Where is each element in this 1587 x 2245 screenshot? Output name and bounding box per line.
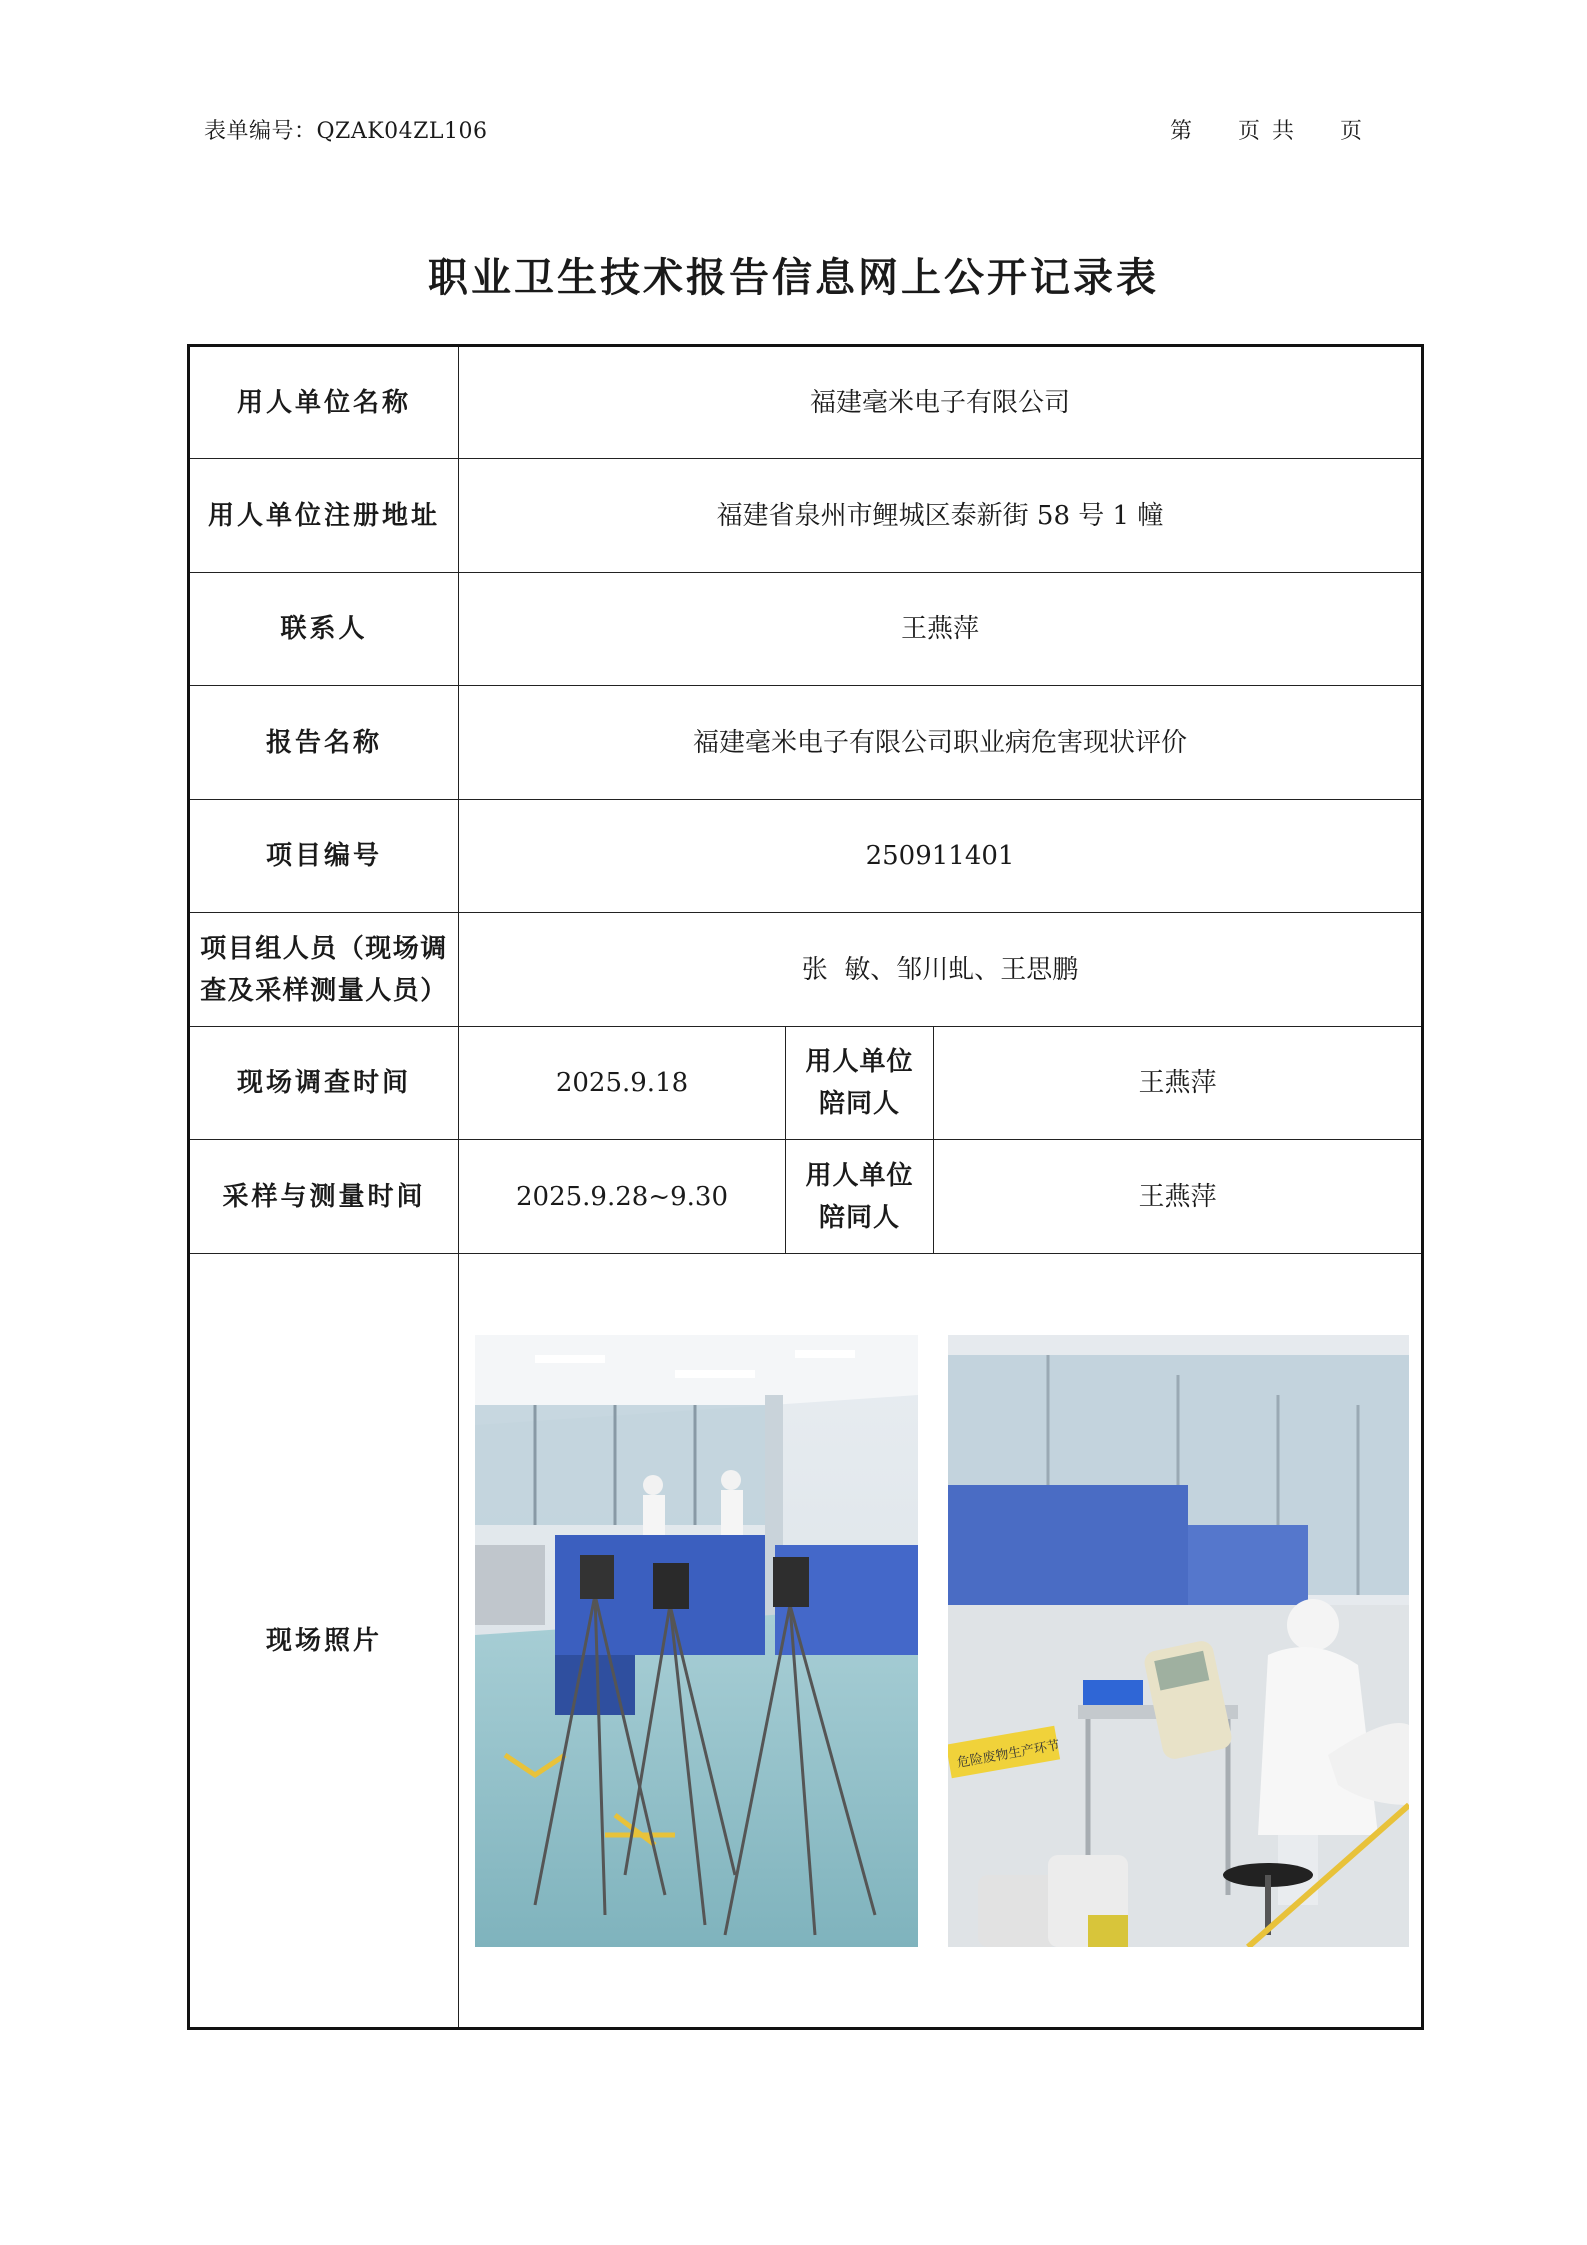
sampling-time-value: 2025.9.28~9.30 xyxy=(459,1140,786,1254)
sampling-companion-line1: 用人单位 xyxy=(805,1160,914,1191)
page-label-c: 共 xyxy=(1272,119,1295,144)
row-photos xyxy=(189,1254,1423,2029)
row-employer-name xyxy=(189,346,1423,459)
project-no-value: 250911401 xyxy=(459,800,1423,913)
employer-address-label: 用人单位注册地址 xyxy=(189,459,459,573)
survey-time-value: 2025.9.18 xyxy=(459,1027,786,1140)
employer-name-value: 福建毫米电子有限公司 xyxy=(459,346,1423,459)
row-employer-address xyxy=(189,459,1423,573)
photos-cell xyxy=(459,1254,1423,2029)
contact-label: 联系人 xyxy=(189,573,459,686)
page-label-a: 第 xyxy=(1170,119,1193,144)
photo-2-drawing xyxy=(948,1335,1409,1947)
survey-companion-label xyxy=(786,1027,934,1140)
team-value: 张 敏、邹川虬、王思鹏 xyxy=(459,913,1423,1027)
row-team xyxy=(189,913,1423,1027)
team-label xyxy=(189,913,459,1027)
survey-companion-line2: 陪同人 xyxy=(818,1089,900,1119)
document-title: 职业卫生技术报告信息网上公开记录表 xyxy=(428,255,1159,301)
photos-container xyxy=(459,1335,1421,1947)
row-contact xyxy=(189,573,1423,686)
hazard-sign-text: 危险废物生产环节 xyxy=(956,1737,1062,1771)
photo-1-drawing xyxy=(475,1335,918,1947)
page-indicator xyxy=(1170,114,1362,145)
team-label-line2: 查及采样测量人员） xyxy=(200,975,448,1006)
page-label-b: 页 xyxy=(1238,119,1261,144)
row-report-name xyxy=(189,686,1423,800)
survey-time-label: 现场调查时间 xyxy=(189,1027,459,1140)
form-number: 表单编号：QZAK04ZL106 xyxy=(204,119,488,144)
sampling-companion-value: 王燕萍 xyxy=(934,1140,1423,1254)
employer-address-value: 福建省泉州市鲤城区泰新街 58 号 1 幢 xyxy=(459,459,1423,573)
report-name-label: 报告名称 xyxy=(189,686,459,800)
employer-name-label: 用人单位名称 xyxy=(189,346,459,459)
team-label-line1: 项目组人员（现场调 xyxy=(200,933,448,964)
row-project-no xyxy=(189,800,1423,913)
row-survey xyxy=(189,1027,1423,1140)
record-table xyxy=(187,344,1424,2030)
photos-label: 现场照片 xyxy=(189,1254,459,2029)
page-label-d: 页 xyxy=(1340,119,1363,144)
sampling-companion-label xyxy=(786,1140,934,1254)
measurement-device-photo xyxy=(948,1335,1409,1947)
survey-companion-value: 王燕萍 xyxy=(934,1027,1423,1140)
project-no-label: 项目编号 xyxy=(189,800,459,913)
row-sampling xyxy=(189,1140,1423,1254)
survey-companion-line1: 用人单位 xyxy=(805,1047,914,1077)
report-name-value: 福建毫米电子有限公司职业病危害现状评价 xyxy=(459,686,1423,800)
contact-value: 王燕萍 xyxy=(459,573,1423,686)
sampling-time-label: 采样与测量时间 xyxy=(189,1140,459,1254)
sampling-tripods-photo xyxy=(475,1335,918,1947)
sampling-companion-line2: 陪同人 xyxy=(818,1202,900,1233)
